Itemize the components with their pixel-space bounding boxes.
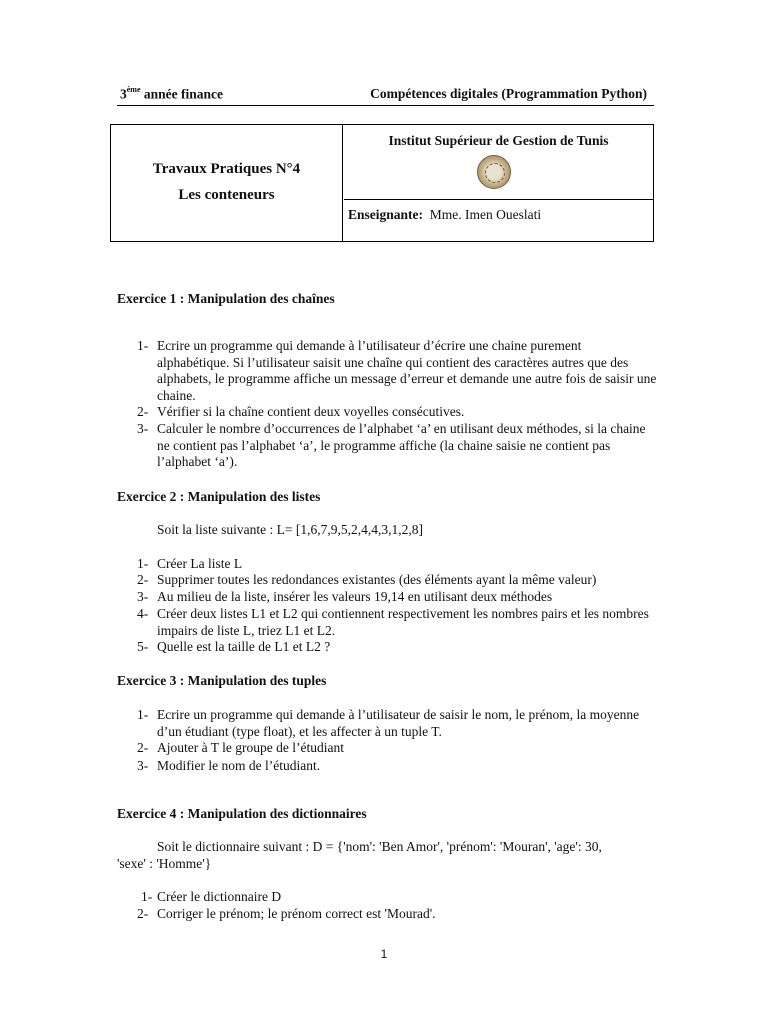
title-box bbox=[110, 124, 654, 242]
exercise-1-title: Exercice 1 : Manipulation des chaînes bbox=[117, 291, 335, 306]
institution-cell bbox=[344, 125, 653, 241]
list-item: 1- Ecrire un programme qui demande à l’utilisateur d’écrire une chaine purement alphabétique. Si l’utilisateur saisit une chaîne qui contient des caractères autres que des alphabets, le programme affiche un message d’erreur et demande une autre fois de saisir une chaine. bbox=[137, 338, 657, 403]
teacher-line: Enseignante: Mme. Imen Oueslati bbox=[348, 207, 542, 222]
tp-title: Travaux Pratiques N°4 bbox=[152, 161, 301, 177]
tp-title-cell bbox=[111, 125, 343, 241]
header-class-level: 3ème année finance bbox=[120, 85, 224, 102]
exercise-4-title: Exercice 4 : Manipulation des dictionnaires bbox=[117, 806, 367, 821]
tp-subtitle: Les conteneurs bbox=[178, 187, 275, 203]
cell-divider bbox=[344, 199, 653, 200]
exercise-2-title: Exercice 2 : Manipulation des listes bbox=[117, 489, 321, 504]
exercise-3-title: Exercice 3 : Manipulation des tuples bbox=[117, 673, 327, 688]
header-course-title: Compétences digitales (Programmation Python) bbox=[370, 86, 647, 101]
page-header bbox=[117, 84, 654, 106]
teacher-name: Mme. Imen Oueslati bbox=[429, 207, 542, 222]
exercise-4-intro-line2: 'sexe' : 'Homme'} bbox=[117, 856, 212, 871]
institution-seal-icon bbox=[477, 155, 511, 189]
institution-name: Institut Supérieur de Gestion de Tunis bbox=[388, 133, 609, 148]
exercise-4-intro-line1: Soit le dictionnaire suivant : D = {'nom': 'Ben Amor', 'prénom': 'Mouran', 'age': 30, bbox=[157, 839, 602, 854]
page-number: 1 bbox=[380, 947, 388, 961]
exercise-2-intro: Soit la liste suivante : L= [1,6,7,9,5,2,4,4,3,1,2,8] bbox=[157, 522, 423, 537]
